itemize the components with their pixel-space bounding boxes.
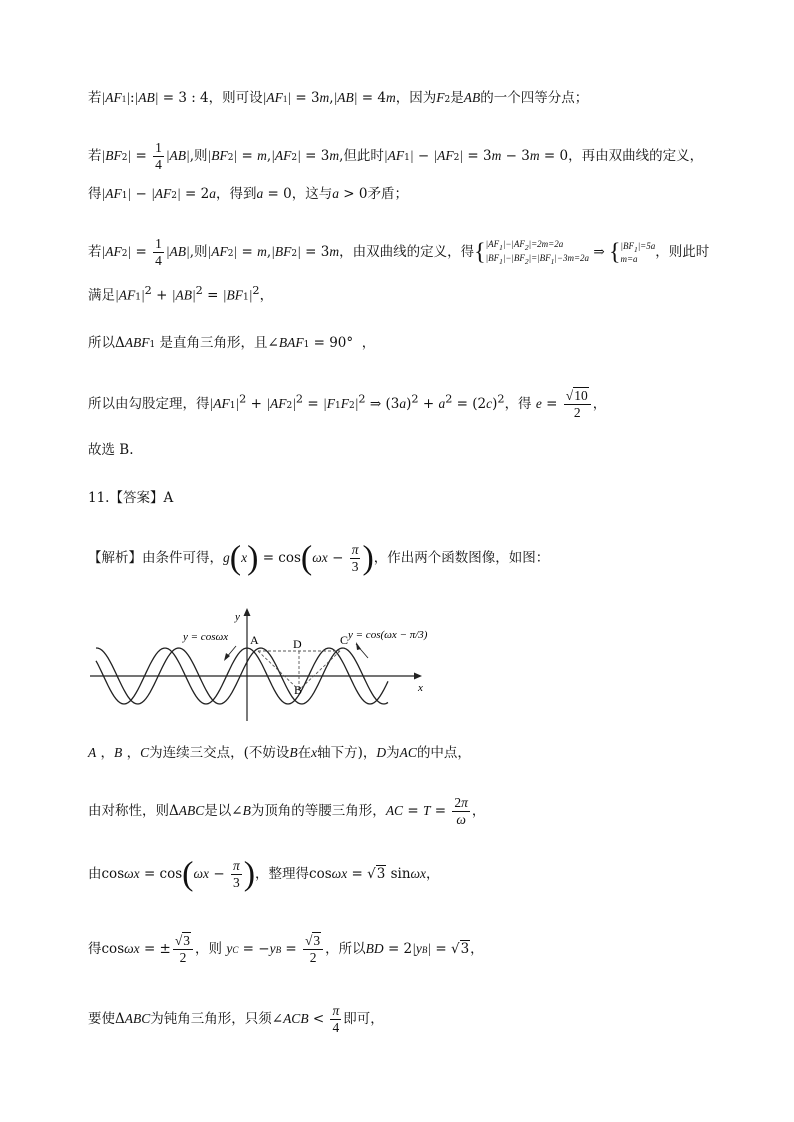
text-suoyi: 所以 — [88, 335, 115, 351]
line-3: 得|AF1| − |AF2| = 2a，得到a = 0，这与a > 0矛盾； — [88, 186, 408, 202]
text-de2: ，得 — [504, 396, 532, 412]
fraction-pi-over-3: $\frac{\pi}{3}$ — [351, 542, 359, 574]
line-11: A ，B ，C为连续三交点，(不妨设B在x轴下方)，D为AC的中点， — [88, 745, 471, 761]
x-axis-arrow — [414, 673, 422, 680]
fraction-pi-over-4: $\frac{\pi}{4}$ — [332, 1003, 340, 1035]
text-zhouxia: 轴下方)， — [317, 745, 377, 761]
text-weilianxu: 为连续三交点，(不妨设 — [149, 745, 290, 761]
text-ze: ,则 — [189, 244, 208, 260]
text-wei: 为 — [386, 745, 400, 761]
text-shi: 是 — [450, 90, 464, 106]
text-shizhijiao: 是直角三角形，且 — [155, 335, 268, 351]
line-6: 所以ΔABF1 是直角三角形，且∠BAF1 = 90° ， — [88, 335, 376, 351]
text-zaiyou: ，再由双曲线的定义， — [568, 148, 704, 164]
line-10: 【解析】由条件可得，g(x) = cos(ωx − $\frac{\pi}{3}$ )，作出两个函数图像，如图： — [88, 539, 550, 577]
text-yinwei: ，因为 — [395, 90, 437, 106]
point-label-D: D — [293, 637, 302, 651]
text-maodun: 矛盾； — [367, 186, 408, 202]
line-12: 由对称性，则ΔABC是以∠B为顶角的等腰三角形，AC = T = $\frac{2\pi}{\omega}$ ， — [88, 795, 486, 827]
text-comma: ， — [361, 335, 376, 351]
text-dingjiao: 为顶角的等腰三角形， — [250, 803, 386, 819]
text-comma: ， — [471, 803, 486, 819]
text-comma: ， — [470, 941, 484, 957]
arrow-shift-head — [356, 642, 361, 650]
text-jike: 即可， — [343, 1011, 384, 1027]
line-7: 所以由勾股定理，得$|AF1|^2 + |AF2|^2 = |F1F2|^2$ ⇒ $(3a)^2 + a^2 = (2c)^2$，得 e = $\frac{√10}{2}$ ， — [88, 388, 607, 420]
function-graph — [88, 606, 448, 726]
system-equations-2: $|BF_1|=5a$ m=a — [620, 240, 656, 265]
text-suoyigougu: 所以由勾股定理，得 — [88, 396, 210, 412]
text-manzu: 满足 — [88, 287, 115, 304]
text-zai: 在 — [297, 745, 312, 761]
line-14: 得cosωx = ± $\frac{√3}{2}$ ，则 yC = −yB = $\frac{√3}{2}$ ，所以BD = 2|yB| = √3， — [88, 933, 484, 965]
line-5: 满足$|AF1|^2 + |AB|^2 = |BF1|^2$， — [88, 284, 274, 304]
label-cos-shift: y = cos(ωx − π/3) — [348, 629, 428, 641]
axis-label-y: y — [235, 611, 240, 623]
fraction-sqrt3-over-2: $\frac{√3}{2}$ — [173, 933, 193, 966]
line-8: 故选 B. — [88, 442, 134, 458]
point-label-B: B — [294, 683, 303, 697]
text-yaoshi: 要使 — [88, 1011, 115, 1027]
text-comma: ， — [259, 287, 274, 304]
line-1: 若|AF1|:|AB| = 3 : 4，则可设|AF1| = 3m,|AB| = 4m，因为F2是AB的一个四等分点； — [88, 90, 589, 106]
fraction-one-quarter: $\frac{1}{4}$ — [155, 140, 162, 172]
text-zekeshe: ，则可设 — [208, 90, 263, 106]
y-axis-arrow — [244, 608, 251, 616]
text-suoyibd: ，所以 — [325, 941, 366, 957]
text-de: 得 — [88, 941, 102, 957]
text-comma: ， — [592, 396, 607, 412]
text-dunjiao: 为钝角三角形，只须 — [150, 1011, 272, 1027]
text-zhongdian: 的中点， — [416, 745, 471, 761]
text-ruo: 若 — [88, 148, 102, 164]
label-cos: y = cosωx — [183, 631, 229, 643]
answer-heading: 11.【答案】A — [88, 490, 174, 506]
line-13: 由cosωx = cos(ωx − $\frac{\pi}{3}$ )，整理得cosωx = √3 sinωx， — [88, 855, 440, 893]
text-zhengli: ，整理得 — [255, 866, 310, 882]
text-de: 得 — [88, 186, 102, 202]
text-zecishi: ，则此时 — [655, 244, 710, 260]
text-dedao: ，得到 — [215, 186, 257, 202]
line-2: 若|BF2| = $\frac{1}{4}$ |AB|,则|BF2| = m,|AF2| = 3m,但此时|AF1| − |AF2| = 3m − 3m = 0，再由双曲线的定义， — [88, 140, 704, 172]
text-ruo: 若 — [88, 244, 102, 260]
text-zeyc: ，则 — [195, 941, 227, 957]
text-youduichen: 由对称性，则 — [88, 803, 169, 819]
text-you: 由 — [88, 866, 102, 882]
fraction-2pi-over-omega: $\frac{2\pi}{\omega}$ — [454, 795, 468, 827]
point-label-C: C — [340, 633, 349, 647]
fraction-one-quarter: $\frac{1}{4}$ — [155, 236, 162, 268]
text-shiyi: 是以 — [204, 803, 232, 819]
text-zheyu: ，这与 — [291, 186, 333, 202]
text-ruo: 若 — [88, 90, 102, 106]
text-comma: ， — [426, 866, 440, 882]
point-label-A: A — [250, 633, 259, 647]
system-equations-1: $|AF_1|-|AF_2|=2m=2a$ $|BF_1|-|BF_2|=|BF_1|-3m=2a$ — [485, 238, 590, 266]
text-zuochu: ，作出两个函数图像，如图： — [373, 550, 550, 566]
text-desi: 的一个四等分点； — [480, 90, 589, 106]
text-ze: ,则 — [189, 148, 208, 164]
line-4: 若|AF2| = $\frac{1}{4}$ |AB|,则|AF2| = m,|BF2| = 3m，由双曲线的定义，得{ $|AF_1|-|AF_2|=2m=2a$ $|BF_1|-|BF_2|=|BF_1|-3m=2a$ ⇒ { $|BF_1|=5a$ m=a ，则此时 — [88, 236, 710, 268]
fraction-sqrt10-over-2: $\frac{√10}{2}$ — [564, 388, 591, 421]
text-youshuang: ，由双曲线的定义，得 — [339, 244, 475, 260]
line-15: 要使ΔABC为钝角三角形，只须∠ACB < $\frac{\pi}{4}$ 即可， — [88, 1003, 384, 1035]
fraction-pi-over-3: $\frac{\pi}{3}$ — [232, 858, 240, 890]
fraction-sqrt3-over-2: $\frac{√3}{2}$ — [303, 933, 323, 966]
text-danci: ,但此时 — [339, 148, 384, 164]
axis-label-x: x — [418, 682, 423, 694]
text-jiexi: 【解析】由条件可得， — [88, 550, 223, 566]
